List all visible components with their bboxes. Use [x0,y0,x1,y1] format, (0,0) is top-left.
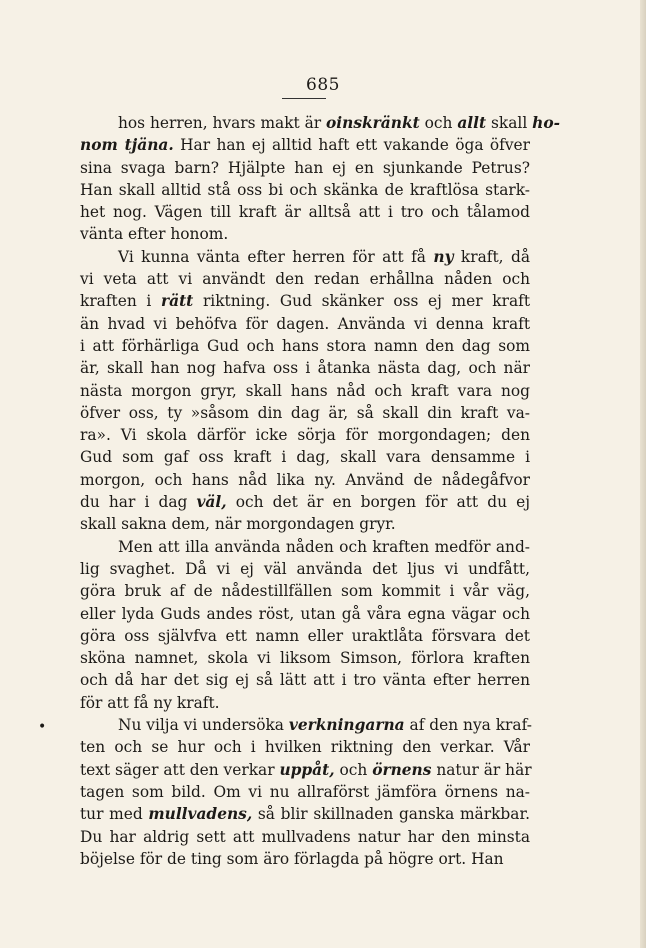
text-line: än hvad vi behöfva för dagen. Använda vi denna kraft [80,314,530,333]
body-text [80,112,560,870]
text-line: nästa morgon gryr, skall hans nåd och kraft vara nog [80,381,530,400]
text-line: sköna namnet, skola vi liksom Simson, förlora kraften [80,649,530,668]
text-line: böjelse för de ting som äro förlagda på högre ort. Han [80,849,504,868]
text-line: ra». Vi skola därför icke sörja för morgondagen; den [80,426,530,445]
text-line: ten och se hur och i hvilken riktning den verkar. Vår [80,738,530,757]
page-edge [640,0,646,948]
text-line: tur med mullvadens, så blir skillnaden ganska märkbar. [80,805,530,824]
text-line: och då har det sig ej så lätt att i tro vänta efter herren [80,671,530,690]
text-line: Vi kunna vänta efter herren för att få ny kraft, då [118,247,530,266]
text-line: Han skall alltid stå oss bi och skänka de kraftlösa stark- [80,180,530,199]
text-line: sina svaga barn? Hjälpte han ej en sjunkande Petrus? [80,158,530,177]
text-line: Gud som gaf oss kraft i dag, skall vara densamme i [80,448,530,467]
text-line: göra bruk af de nådestillfällen som kommit i vår väg, [80,582,530,601]
emphasis: mullvadens, [148,805,253,824]
text-line: eller lyda Guds andes röst, utan gå våra egna vägar och [80,604,530,623]
page-number: 685 [306,75,340,95]
emphasis: rätt [160,292,194,311]
emphasis: allt [457,114,487,132]
text-line: i att förhärliga Gud och hans stora namn den dag som [80,336,530,355]
text-line: nom tjäna. Har han ej alltid haft ett vakande öga öfver [80,136,530,155]
text-line: göra oss självfva ett namn eller uraktlåta försvara det [80,626,530,645]
paragraph [80,714,530,870]
text-line: för att få ny kraft. [80,693,220,712]
text-line: är, skall han nog hafva oss i åtanka nästa dag, och när [80,359,530,378]
page-number-rule [282,98,326,99]
text-line: hos herren, hvars makt är oinskränkt och allt skall ho- [118,114,560,132]
text-line: Men att illa använda nåden och kraften medför and- [118,537,530,556]
text-line: lig svaghet. Då vi ej väl använda det ljus vi undfått, [80,559,530,578]
text-line: du har i dag väl, och det är en borgen för att du ej [80,493,530,512]
text-line: Du har aldrig sett att mullvadens natur har den minsta [80,827,530,846]
emphasis: verkningarna [288,716,405,735]
margin-mark: • [38,719,47,735]
text-line: Nu vilja vi undersöka verkningarna af den nya kraf- [118,716,532,735]
text-line: het nog. Vägen till kraft är alltså att i tro och tålamod [80,203,530,222]
text-line: text säger att den verkar uppåt, och örnens natur är här [80,760,532,779]
emphasis: väl, [196,493,227,512]
paragraph [80,112,560,246]
text-line: kraften i rätt riktning. Gud skänker oss ej mer kraft [80,292,531,311]
paragraph [80,246,530,536]
text-line: tagen som bild. Om vi nu allraförst jämföra örnens na- [80,782,530,801]
emphasis: ho- [532,114,560,132]
emphasis: ny [433,247,454,266]
text-line: morgon, och hans nåd lika ny. Använd de nådegåfvor [80,470,530,489]
emphasis: uppåt, [279,760,335,779]
emphasis: örnens [372,760,432,779]
emphasis: nom tjäna. [80,136,174,155]
text-line: vi veta att vi användt den redan erhållna nåden och [80,270,530,289]
emphasis: oinskränkt [326,114,420,132]
text-line: skall sakna dem, när morgondagen gryr. [80,515,396,534]
paragraph [80,536,530,714]
text-line: vänta efter honom. [80,225,229,244]
text-line: öfver oss, ty »såsom din dag är, så skall din kraft va- [80,403,530,422]
